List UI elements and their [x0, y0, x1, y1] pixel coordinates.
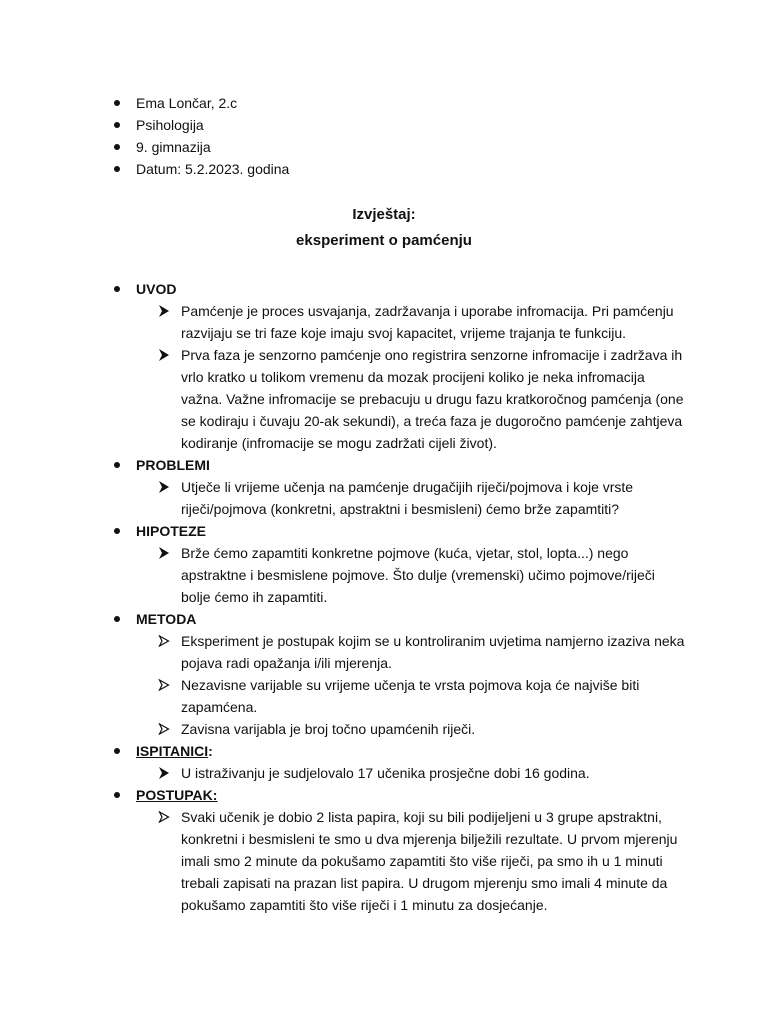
list-item: [0, 718, 768, 740]
section-heading: [0, 608, 768, 630]
title-line-1: Izvještaj:: [352, 206, 416, 223]
arrow-bullet-icon: [158, 635, 170, 647]
section-heading: [0, 454, 768, 476]
list-item-text: Pamćenje je proces usvajanja, zadržavanja i uporabe infromacija. Pri pamćenju razvijaju se tri faze koje imaju svoj kapacitet, vrijeme trajanja te funkciju.: [181, 303, 674, 341]
arrow-bullet-icon: [158, 305, 170, 317]
arrow-bullet-icon: [158, 349, 170, 361]
report-sections: [0, 278, 768, 916]
section-heading-label: HIPOTEZE: [136, 523, 207, 539]
arrow-bullet-icon: [158, 811, 170, 823]
section-hipoteze: [0, 520, 768, 608]
section-heading: [0, 784, 768, 806]
section-heading-label: METODA: [136, 611, 197, 627]
list-item: [0, 674, 768, 718]
header-item-author: Ema Lončar, 2.c: [0, 92, 289, 114]
section-heading-label: POSTUPAK:: [136, 787, 218, 803]
list-item: [0, 806, 768, 916]
arrow-bullet-icon: [158, 481, 170, 493]
section-heading-label: UVOD: [136, 281, 177, 297]
section-heading: [0, 740, 768, 762]
section-item-list: [0, 476, 768, 520]
list-item-text: Prva faza je senzorno pamćenje ono registrira senzorne infromacije i zadržava ih vrlo kratko u tolikom vremenu da mozak procijeni koliko je neka infromacija važna. Važne infromacije se prebacuju u drugu fazu kratkoročnog pamćenja (one se kodiraju i čuvaju 20-ak sekundi), a treća faza je dugoročno pamćenje zahtjeva kodiranje (infromacije se mogu zadržati cijeli život).: [181, 347, 684, 451]
list-item: [0, 542, 768, 608]
section-heading-suffix: :: [208, 743, 213, 759]
header-item-subject: Psihologija: [0, 114, 289, 136]
header-item-date: Datum: 5.2.2023. godina: [0, 158, 289, 180]
list-item-text: Zavisna varijabla je broj točno upamćenih riječi.: [181, 721, 476, 737]
arrow-bullet-icon: [158, 679, 170, 691]
list-item: [0, 630, 768, 674]
list-item: [0, 476, 768, 520]
list-item: [0, 762, 768, 784]
list-item-text: Svaki učenik je dobio 2 lista papira, koji su bili podijeljeni u 3 grupe apstraktni, konkretni i besmisleni te smo u dva mjerenja bilježili rezultate. U prvom mjerenju imali smo 2 minute da pokušamo zapamtiti što više riječi, pa smo ih u 1 minuti trebali zapisati na prazan list papira. U drugom mjerenju smo imali 4 minute da pokušamo zapamtiti što više riječi i 1 minutu za dosjećanje.: [181, 809, 678, 913]
list-item-text: Brže ćemo zapamtiti konkretne pojmove (kuća, vjetar, stol, lopta...) nego apstraktne i besmislene pojmove. Što dulje (vremenski) učimo pojmove/riječi bolje ćemo ih zapamtiti.: [181, 545, 655, 605]
list-item-text: Eksperiment je postupak kojim se u kontroliranim uvjetima namjerno izaziva neka pojava radi opažanja i/ili mjerenja.: [181, 633, 685, 671]
document-title: [0, 202, 768, 254]
list-item-text: Nezavisne varijable su vrijeme učenja te vrsta pojmova koja će najviše biti zapamćena.: [181, 677, 640, 715]
section-heading-label: ISPITANICI: [136, 743, 209, 759]
section-heading-label: PROBLEMI: [136, 457, 210, 473]
section-metoda: [0, 608, 768, 740]
list-item: [0, 300, 768, 344]
section-ispitanici: [0, 740, 768, 784]
section-uvod: [0, 278, 768, 454]
section-item-list: [0, 542, 768, 608]
header-item-school: 9. gimnazija: [0, 136, 289, 158]
list-item: [0, 344, 768, 454]
arrow-bullet-icon: [158, 767, 170, 779]
list-item-text: Utječe li vrijeme učenja na pamćenje drugačijih riječi/pojmova i koje vrste riječi/pojmova (konkretni, apstraktni i besmisleni) ćemo brže zapamtiti?: [181, 479, 634, 517]
title-line-2: eksperiment o pamćenju: [296, 232, 472, 249]
section-item-list: [0, 762, 768, 784]
section-problemi: [0, 454, 768, 520]
section-item-list: [0, 806, 768, 916]
section-heading: [0, 520, 768, 542]
section-item-list: [0, 300, 768, 454]
section-postupak: [0, 784, 768, 916]
section-heading: [0, 278, 768, 300]
list-item-text: U istraživanju je sudjelovalo 17 učenika prosječne dobi 16 godina.: [181, 765, 590, 781]
arrow-bullet-icon: [158, 547, 170, 559]
section-item-list: [0, 630, 768, 740]
arrow-bullet-icon: [158, 723, 170, 735]
header-info-list: [0, 92, 289, 180]
